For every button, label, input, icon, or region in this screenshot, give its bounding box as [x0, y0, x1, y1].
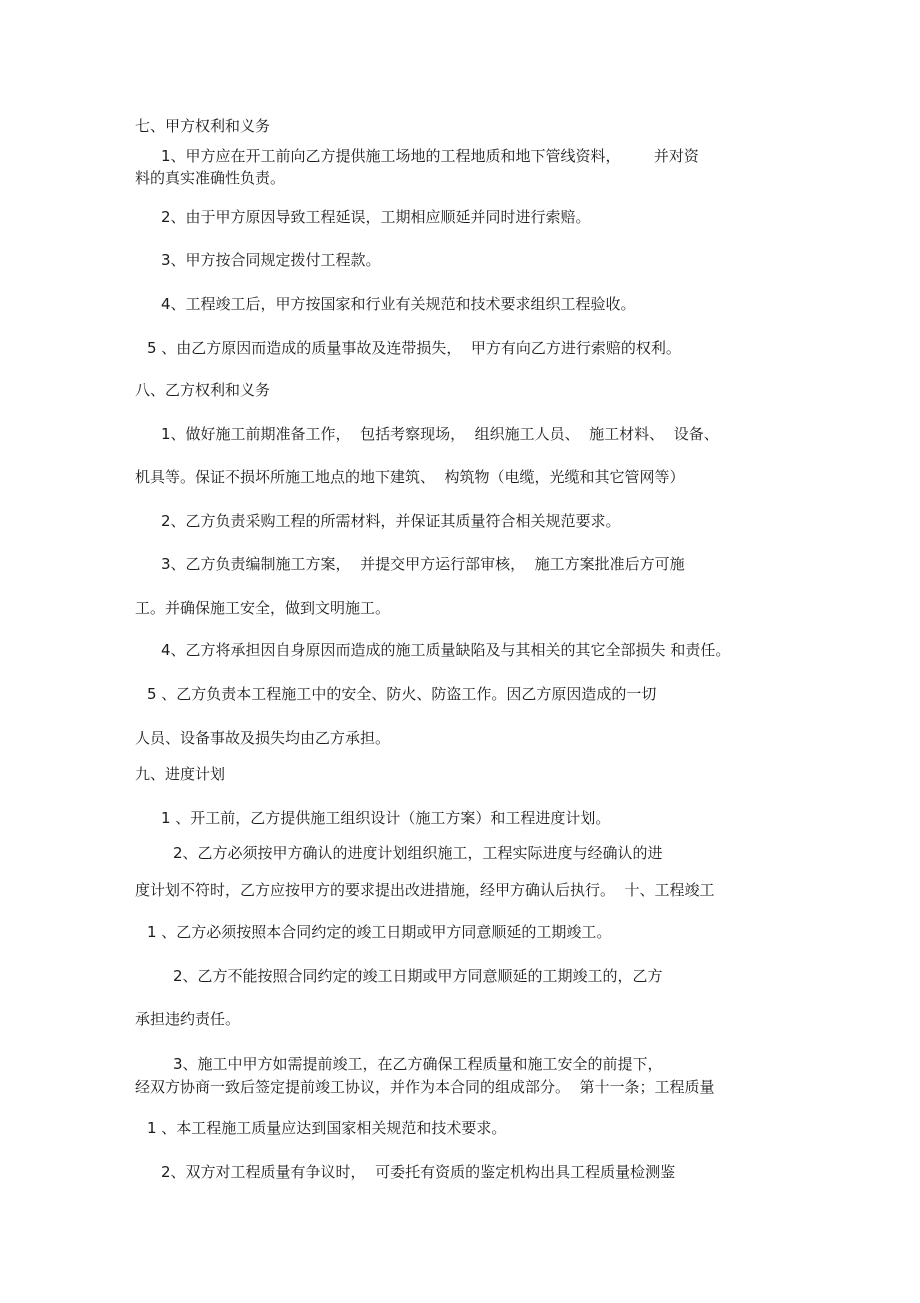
section-9-heading: 九、进度计划	[135, 765, 226, 783]
paragraph-line: 3、施工中甲方如需提前竣工，在乙方确保工程质量和施工安全的前提下，	[173, 1055, 663, 1073]
paragraph-line: 1 、开工前，乙方提供施工组织设计（施工方案）和工程进度计划。	[161, 809, 611, 827]
paragraph-line: 5 、由乙方原因而造成的质量事故及连带损失， 甲方有向乙方进行索赔的权利。	[147, 339, 681, 357]
paragraph-line: 1、甲方应在开工前向乙方提供施工场地的工程地质和地下管线资料， 并对资	[161, 147, 699, 165]
section-8-heading: 八、乙方权利和义务	[135, 381, 271, 399]
paragraph-line: 2、乙方负责采购工程的所需材料，并保证其质量符合相关规范要求。	[161, 512, 621, 530]
paragraph-line: 料的真实准确性负责。	[135, 169, 286, 187]
paragraph-line: 经双方协商一致后签定提前竣工协议，并作为本合同的组成部分。 第十一条；工程质量	[135, 1078, 715, 1096]
paragraph-line: 1 、乙方必须按照本合同约定的竣工日期或甲方同意顺延的工期竣工。	[147, 923, 612, 941]
paragraph-line: 人员、设备事故及损失均由乙方承担。	[135, 729, 391, 747]
paragraph-line: 承担违约责任。	[135, 1010, 241, 1028]
paragraph-line: 机具等。保证不损坏所施工地点的地下建筑、 构筑物（电缆，光缆和其它管网等）	[135, 468, 685, 486]
paragraph-line: 2、由于甲方原因导致工程延误，工期相应顺延并同时进行索赔。	[161, 208, 591, 226]
paragraph-line: 度计划不符时，乙方应按甲方的要求提出改进措施，经甲方确认后执行。 十、工程竣工	[135, 881, 715, 899]
paragraph-line: 3、甲方按合同规定拨付工程款。	[161, 251, 381, 269]
section-7-heading: 七、甲方权利和义务	[135, 117, 271, 135]
paragraph-line: 4、工程竣工后，甲方按国家和行业有关规范和技术要求组织工程验收。	[161, 295, 636, 313]
paragraph-line: 1、做好施工前期准备工作， 包括考察现场， 组织施工人员、 施工材料、 设备、	[161, 425, 719, 443]
paragraph-line: 2、双方对工程质量有争议时， 可委托有资质的鉴定机构出具工程质量检测鉴	[161, 1163, 676, 1181]
paragraph-line: 1 、本工程施工质量应达到国家相关规范和技术要求。	[147, 1119, 507, 1137]
paragraph-line: 工。并确保施工安全，做到文明施工。	[135, 599, 391, 617]
paragraph-line: 5 、乙方负责本工程施工中的安全、防火、防盗工作。因乙方原因造成的一切	[147, 685, 657, 703]
paragraph-line: 2、乙方必须按甲方确认的进度计划组织施工，工程实际进度与经确认的进	[173, 844, 663, 862]
paragraph-line: 3、乙方负责编制施工方案， 并提交甲方运行部审核， 施工方案批准后方可施	[161, 555, 685, 573]
paragraph-line: 4、乙方将承担因自身原因而造成的施工质量缺陷及与其相关的其它全部损失 和责任。	[161, 641, 731, 659]
paragraph-line: 2、乙方不能按照合同约定的竣工日期或甲方同意顺延的工期竣工的，乙方	[173, 967, 663, 985]
